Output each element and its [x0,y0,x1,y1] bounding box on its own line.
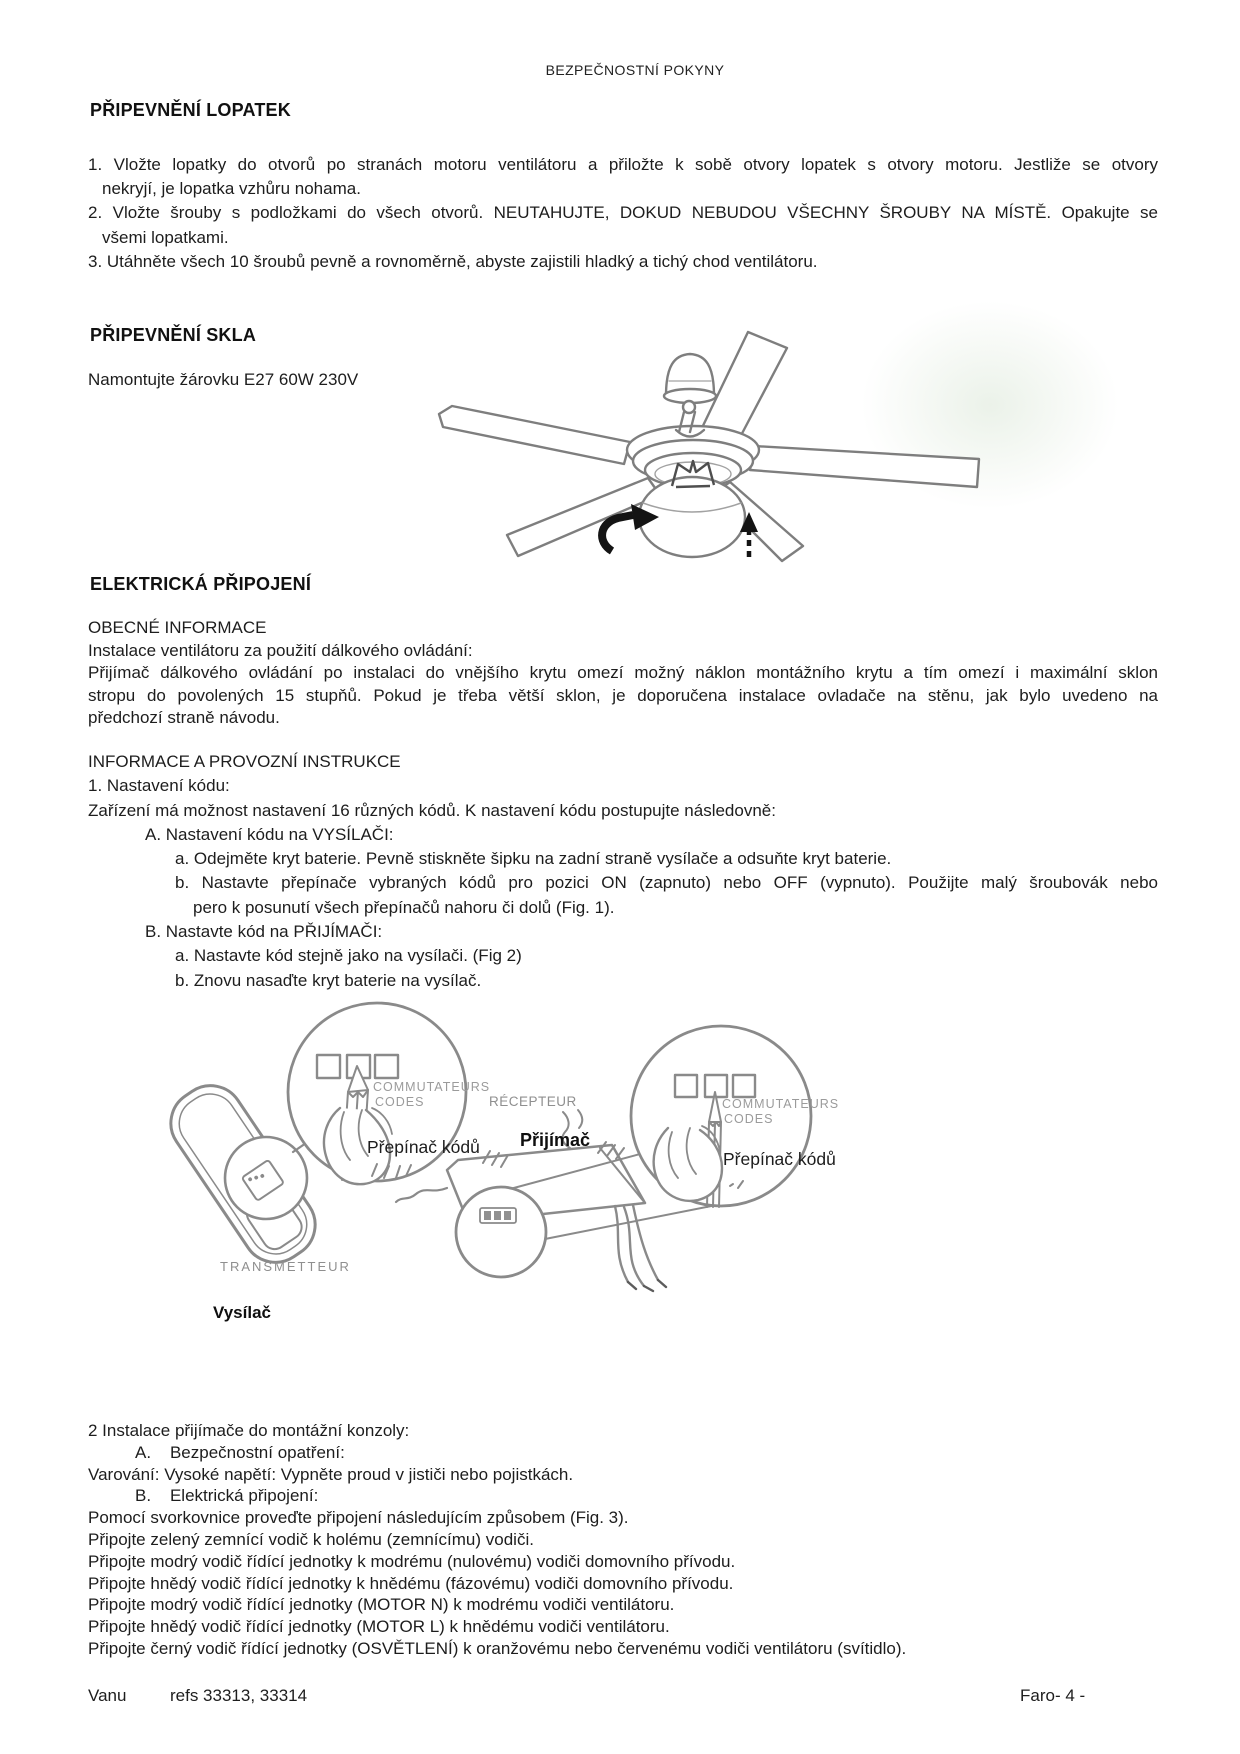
fan-blade-right [750,446,979,487]
transmitter-label: Vysílač [213,1303,271,1322]
text-line: 1. Nastavení kódu: [88,776,230,796]
text-line: Připojte černý vodič řídící jednotky (OSVĚTLENÍ) k oranžovému nebo červenému vodiči ventilátoru (svítidlo). [88,1638,907,1658]
commutateurs-codes-label: CODES [375,1095,425,1109]
footer-refs: refs 33313, 33314 [170,1686,308,1705]
footer-brand: Vanu [88,1686,127,1705]
text-line: B. Nastavte kód na PŘIJÍMAČI: [145,922,383,942]
text-line: 2. Vložte šrouby s podložkami do všech otvorů. NEUTAHUJTE, DOKUD NEBUDOU VŠECHNY ŠROUBY NA MÍSTĚ. Opakujte se [88,203,1158,223]
text-line: předchozí straně návodu. [88,708,280,727]
commutateurs-codes-label: CODES [724,1112,774,1126]
section-title-blades: PŘIPEVNĚNÍ LOPATEK [90,100,291,120]
text-line: všemi lopatkami. [102,227,229,247]
magnifier-circle [456,1187,546,1277]
text-line: pero k posunutí všech přepínačů nahoru či dolů (Fig. 1). [193,897,615,917]
text-line: A. Bezpečnostní opatření: [135,1442,345,1462]
text-line: Připojte modrý vodič řídící jednotky (MOTOR N) k modrému vodiči ventilátoru. [88,1595,675,1615]
text-line: nekryjí, je lopatka vzhůru nohama. [102,179,361,199]
text-line: a. Odejměte kryt baterie. Pevně stiskněte šipku na zadní straně vysílače a odsuňte kryt baterie. [175,849,892,869]
text-line: stropu do povolených 15 stupňů. Pokud je třeba větší sklon, je doporučena instalace ovladače na stěnu, jak bylo uvedeno na [88,685,1158,705]
text-line: Zařízení má možnost nastavení 16 různých kódů. K nastavení kódu postupujte následovně: [88,800,776,820]
code-switch-label-right: Přepínač kódů [723,1149,836,1169]
text-line: Varování: Vysoké napětí: Vypněte proud v jističi nebo pojistkách. [88,1464,574,1484]
magnifier-circle [225,1137,307,1219]
text-line: Pomocí svorkovnice proveďte připojení následujícím způsobem (Fig. 3). [88,1508,629,1528]
text-line: Přijímač dálkového ovládání po instalaci do vnějšího krytu omezí možný náklon montážního krytu a tím omezí i maximální sklon [88,663,1158,682]
blades-instructions [88,153,1158,274]
ceiling-fan-illustration [400,290,1015,570]
receiver-label: Přijímač [520,1130,591,1150]
text-line: B. Elektrická připojení: [135,1486,319,1506]
text-line: 1. Vložte lopatky do otvorů po stranách motoru ventilátoru a přiložte k sobě otvory lopatek s otvory motoru. Jestliže se otvory [88,155,1158,174]
commutateurs-codes-label: COMMUTATEURS [373,1080,491,1094]
section-title-glass: PŘIPEVNĚNÍ SKLA [90,325,257,345]
remote-receiver-diagram [120,930,1120,1300]
text-line: Připojte modrý vodič řídící jednotky k modrému (nulovému) vodiči domovního přívodu. [88,1551,736,1571]
text-line: A. Nastavení kódu na VYSÍLAČI: [145,824,394,844]
text-line: Instalace ventilátoru za použití dálkového ovládání: [88,640,473,660]
text-line: 3. Utáhněte všech 10 šroubů pevně a rovnoměrně, abyste zajistili hladký a tichý chod ventilátoru. [88,251,818,271]
transmetteur-label: TRANSMETTEUR [220,1259,351,1274]
text-line: Připojte zelený zemnící vodič k holému (zemnícímu) vodiči. [88,1529,534,1549]
receiver-wires [615,1205,666,1291]
subsection-title: INFORMACE A PROVOZNÍ INSTRUKCE [88,752,401,771]
recepteur-label: RÉCEPTEUR [489,1094,577,1109]
glass-note: Namontujte žárovku E27 60W 230V [88,370,359,389]
section-title-electrical: ELEKTRICKÁ PŘIPOJENÍ [90,574,312,594]
text-line: b. Znovu nasaďte kryt baterie na vysílač. [175,970,482,990]
electrical-general [88,617,1158,730]
text-line: 2 Instalace přijímače do montážní konzoly: [88,1421,410,1440]
page-header: BEZPEČNOSTNÍ POKYNY [545,62,725,78]
commutateurs-codes-label: COMMUTATEURS [722,1097,840,1111]
right-zoom-circle [631,1026,839,1207]
code-switch-label-left: Přepínač kódů [367,1137,480,1157]
receiver-install-instructions [88,1420,906,1660]
subsection-title: OBECNÉ INFORMACE [88,618,267,637]
text-line: Připojte hnědý vodič řídící jednotky (MOTOR L) k hnědému vodiči ventilátoru. [88,1617,670,1637]
fan-blade-left [439,406,630,464]
text-line: a. Nastavte kód stejně jako na vysílači. (Fig 2) [175,946,522,966]
text-line: Připojte hnědý vodič řídící jednotky k hnědému (fázovému) vodiči domovního přívodu. [88,1573,734,1593]
text-line: b. Nastavte přepínače vybraných kódů pro pozici ON (zapnuto) nebo OFF (vypnuto). Použijte malý šroubovák nebo [175,873,1158,893]
footer-page-number: Faro- 4 - [1020,1686,1086,1705]
